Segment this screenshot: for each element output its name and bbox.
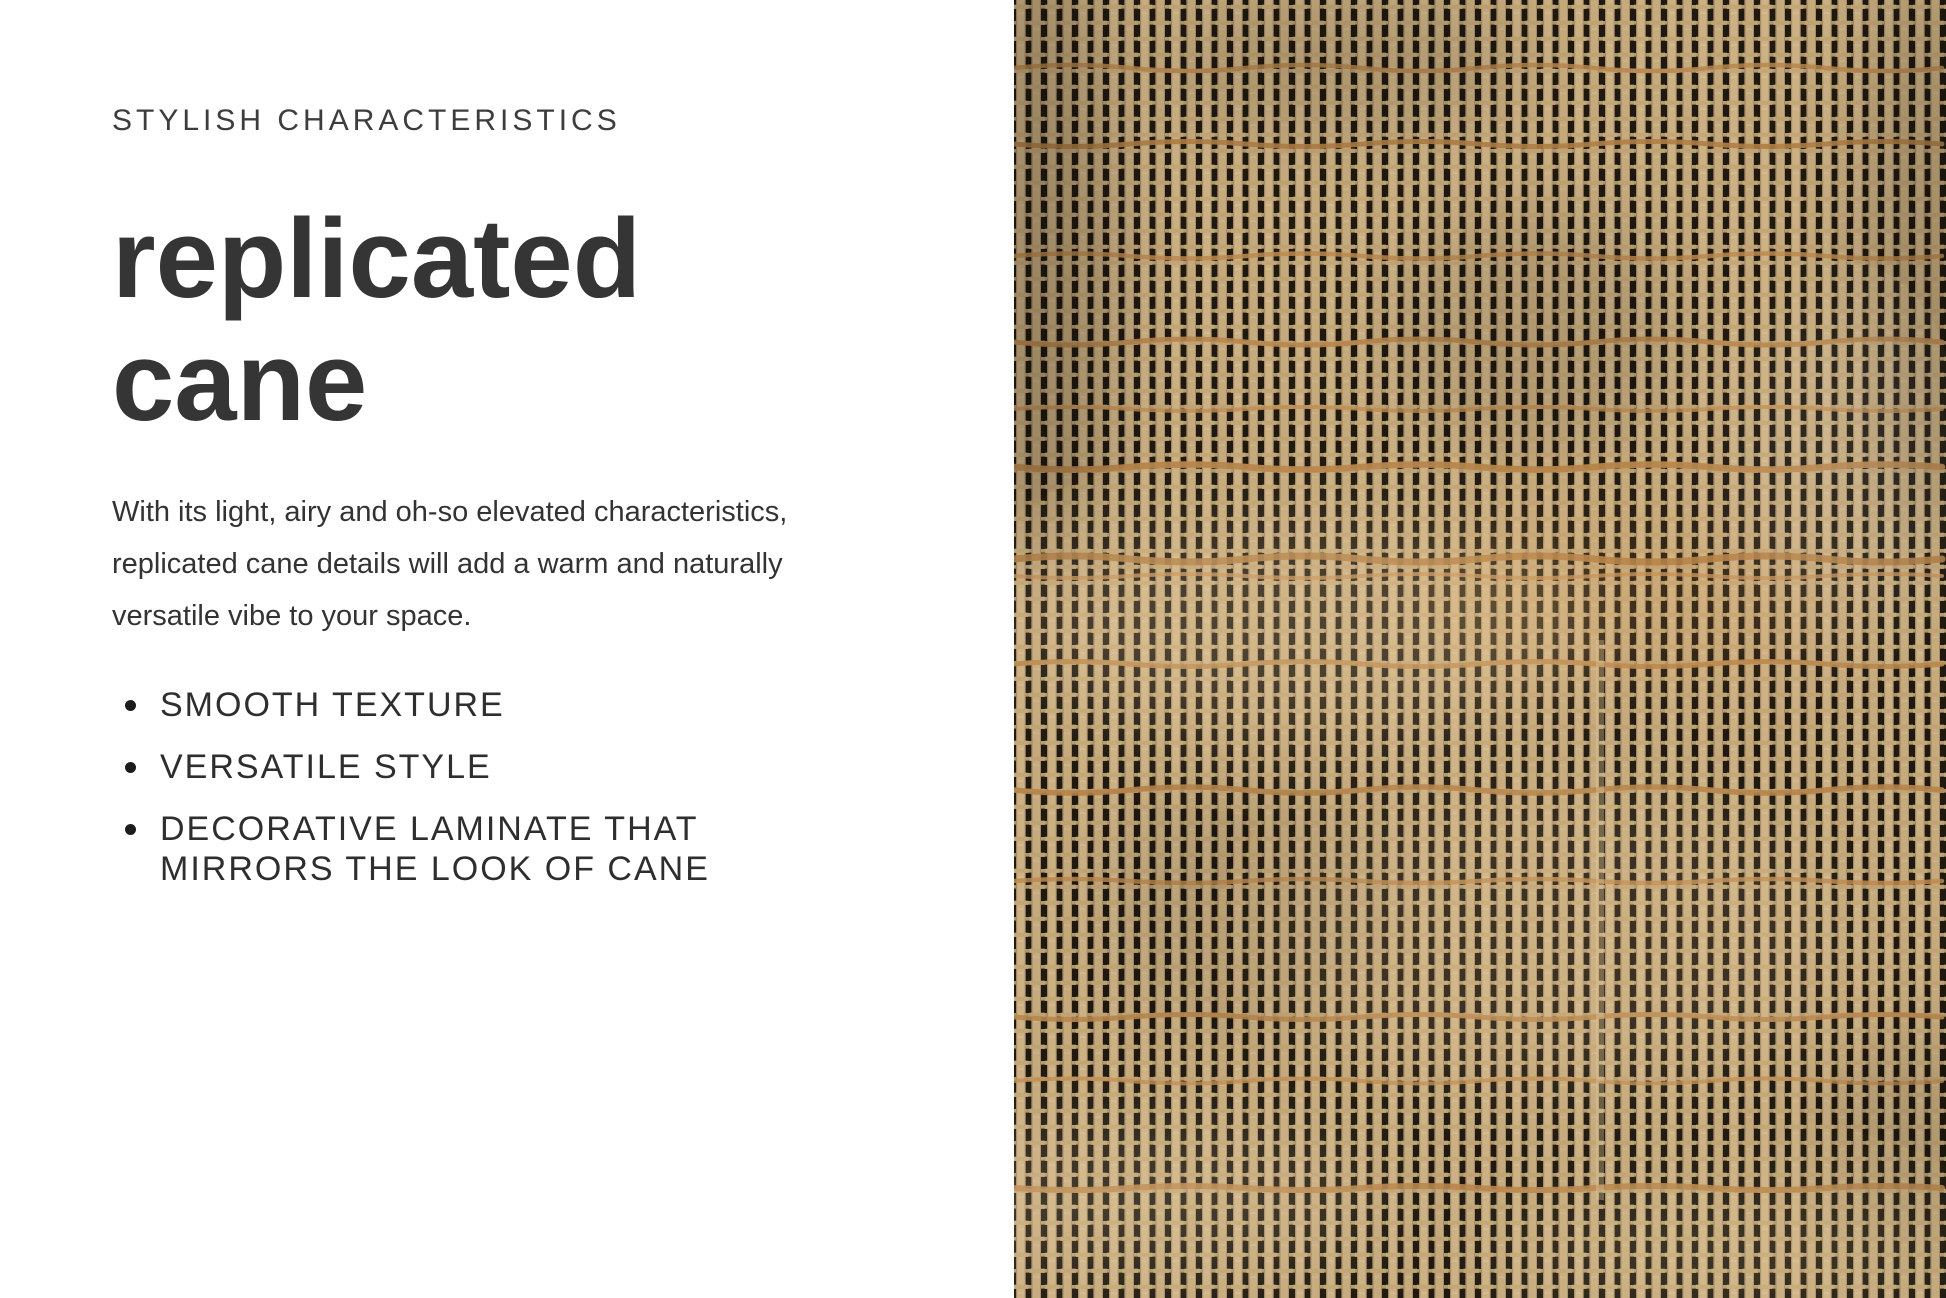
bullet-icon (125, 700, 136, 711)
feature-item (112, 685, 760, 725)
bullet-icon (125, 824, 136, 835)
eyebrow-text: STYLISH CHARACTERISTICS (112, 104, 621, 137)
feature-list (112, 685, 1014, 889)
feature-item (112, 747, 760, 787)
feature-item (112, 809, 760, 889)
page-title: replicated cane (112, 196, 642, 444)
feature-label: DECORATIVE LAMINATE THAT MIRRORS THE LOOK OF CANE (160, 810, 710, 888)
feature-label: SMOOTH TEXTURE (160, 686, 505, 724)
intro-paragraph: With its light, airy and oh-so elevated characteristics, replicated cane details will add a warm and naturally versatile vibe to your space. (112, 496, 788, 632)
cane-texture-image (1014, 0, 1946, 1298)
bullet-icon (125, 762, 136, 773)
feature-label: VERSATILE STYLE (160, 748, 492, 786)
